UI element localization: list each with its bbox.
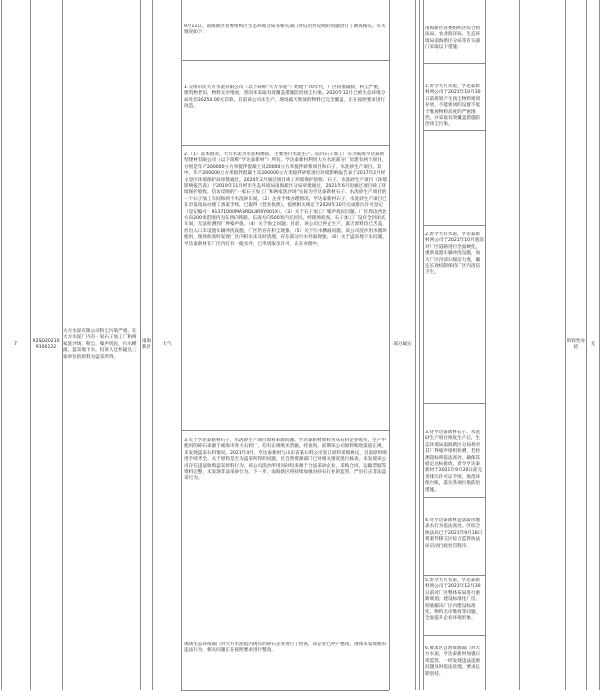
finding-2: 2.（1）基本情况。大方水泥为水泥粉磨站，主要进行水泥生产。院内石子加工厂实为威海亨达泰新型建材有限公司（以下简称“亨达泰新材”）所有。亨达泰新材利用大方水泥部分厂房建有两个项目，分别是年产200000立方米搅拌混凝土及20000立方米搅拌砂浆项目和石子、水洗砂生产项目。其中，年产200000立方米搅拌混凝土及200000立方米搅拌砂浆项目环境影响报告表于2017年2月经文登区环境保护局审批通过。2020年2月通过项目竣工环境保护验收；石子、水洗砂生产项目《环境影响报告表》于2019年11月经市生态环境局南海新区分局审批通过，2021年6月份通过项目竣工环境保护验收。信访反映的“一家石子加工厂和两家洗沙场”实际为亨达泰新材石子、水洗砂生产项目的一个石子加工车间和两个水洗砂车间。（2）企业手续办理情况。亨达泰新材石子、水洗砂生产项目已在市发改局办理了备案手续，已取得《营业执照》。按照相关规定于2020年10月完成排污许可登记（登记编号：91371000MA3RDL4R0Y001X）。（3）关于石子加工厂噪声扰民问题。厂区周边西北方向200米范围内为东西向铁路，东南方向500米内无居民。经现场检查，石子加工厂设有全封闭式车间，无法检测到厂界噪声值。（4）关于扬尘问题。目前，该公司已停止生产，露天原料均已苫盖，但出入口未设置车辆冲洗设施，厂区仍存在积尘现象。（5）关于污水横溢问题。该公司洗沙用水循环使用，现场检查时发现厂区内积水未及时清理，存在部分污水外溢现象。（6）关于盗采地下水问题。亨达泰新材在厂区内打有一眼水井，已申请取水许可，正在办理中。	[184, 152, 387, 247]
complaint-content: 大方水泥有限公司粉尘污染严重。在大方水泥厂内有一家石子加工厂和两家洗沙场，粉尘、噪声扰民，污水横溢，蓝采地下水。投诉人还怀疑这三家单位的原料为盗采所得。	[63, 328, 137, 360]
completion-status: 阶段性办结	[566, 338, 586, 350]
pollution-category: 大气	[162, 341, 172, 347]
rectification-intro: 南海新区管委组织区综合执法局、农业海洋局、生态环境局南海新区分局等有关部门采取以下措施：	[425, 26, 481, 51]
accountability: 无	[590, 341, 596, 347]
finding-intro: 9月11日，南海新区管委组织区生态环境分局等相关部门对信访件反映的问题进行了调查核实，有关情况如下：	[184, 24, 386, 36]
rectification-6: 6.要求区自然资源部门对大方水泥、亨达泰新材加强日常监管，一经发现违法违规问题及时依法处理，要求长期坚持。	[425, 646, 481, 677]
rectification-2: 2.责令大方水泥、亨达泰新材两公司于2021年10月底前对厂区道路进行全面硬化，重新设置车辆冲洗设施，加大厂区内清扫保洁力度，确定长效机制保持厂区内清洁卫生。	[425, 232, 484, 276]
district: 南海新区	[141, 338, 152, 350]
verdict: 部分属实	[393, 341, 412, 347]
case-id: X2SD20210 9100122	[32, 338, 60, 350]
rectification-4: 4.对亨达泰新材违法取用地表水行为依法查处。区综合执法局已于2021年9月18日将案件移交区综合监管执法局启动行政处罚程序。	[425, 518, 483, 549]
rectification-3: 3.待亨达泰新材石子、水洗砂生产项目恢复生产后，生态环境局南海新区分局将对其厂界噪声组织检测，若检测超标将依法查处，确保其稳定达标排放。责令亨达泰新材于2021年9月20日前完善排污许可证手续，规范环保台账，落实各项污染防治措施。	[425, 430, 483, 493]
finding-1: 1.交组市民大方水泥有限公司（以下简称“大方水泥”）始建于70年代，厂区粉墨破损，积尘严重，建筑物老旧，物料无序堆放，曾因未采取有效覆盖措施防治扬尘污染。2020年12月已被生态环境分局处罚36250.00元罚款。目前该公司未生产，现场露天堆放的物料已完全覆盖，正在按照要求进行改造。	[184, 85, 386, 110]
finding-3: 3.关于亨达泰新材石子、水洗砂生产项目原料来源问题。亨达泰新材原料为从石料企业购买，生产中使用的碎石来源于威海市各大石料厂，均有正规购买票据。经查询，前期该公司原料购进渠道正规，未发现盗采石料情况。2021年4月，亨达泰新材与山东省某石料公司签订原料采购协议，目前原料购进手续齐全。关于原料是否为盗采所得的问题，区自然资源部门已对相关情况进行核查，未发现该公司存在违法收购盗采原料行为。该公司洗沙所用河砂均来源于合法采砂企业，采购合同、运输票据等资料完整，未发现非法采砂行为。下一步，南海新区将持续加强对砂石行业的监管，严厉打击非法盗采行为。	[184, 438, 387, 482]
row-index: 7	[14, 341, 17, 347]
complaint-text	[63, 0, 139, 690]
rectification-5: 5.责令大方水泥、亨达泰新材两公司于2021年12月30日前对厂区整体布局进行重新规划，建设标准化厂房，彻底解决厂区内建设标准化、物料无序堆放等问题，全面提升企业环境形象。	[425, 578, 481, 622]
finding-4: 现场生态环境部门对大方水泥院内现有的砂石企业进行了检查，该企业已停产整改，现场未发现新的违法行为，相关问题正在按照要求进行整改。	[184, 642, 387, 654]
rectification-1: 1.责令大方水泥、亨达泰新材两公司于2021年10月30日前将原产生扬尘物料密闭存放，不能密闭的设置不低于堆放物料高度的严密围挡，并采取有效覆盖措施防治扬尘污染。	[425, 84, 481, 128]
